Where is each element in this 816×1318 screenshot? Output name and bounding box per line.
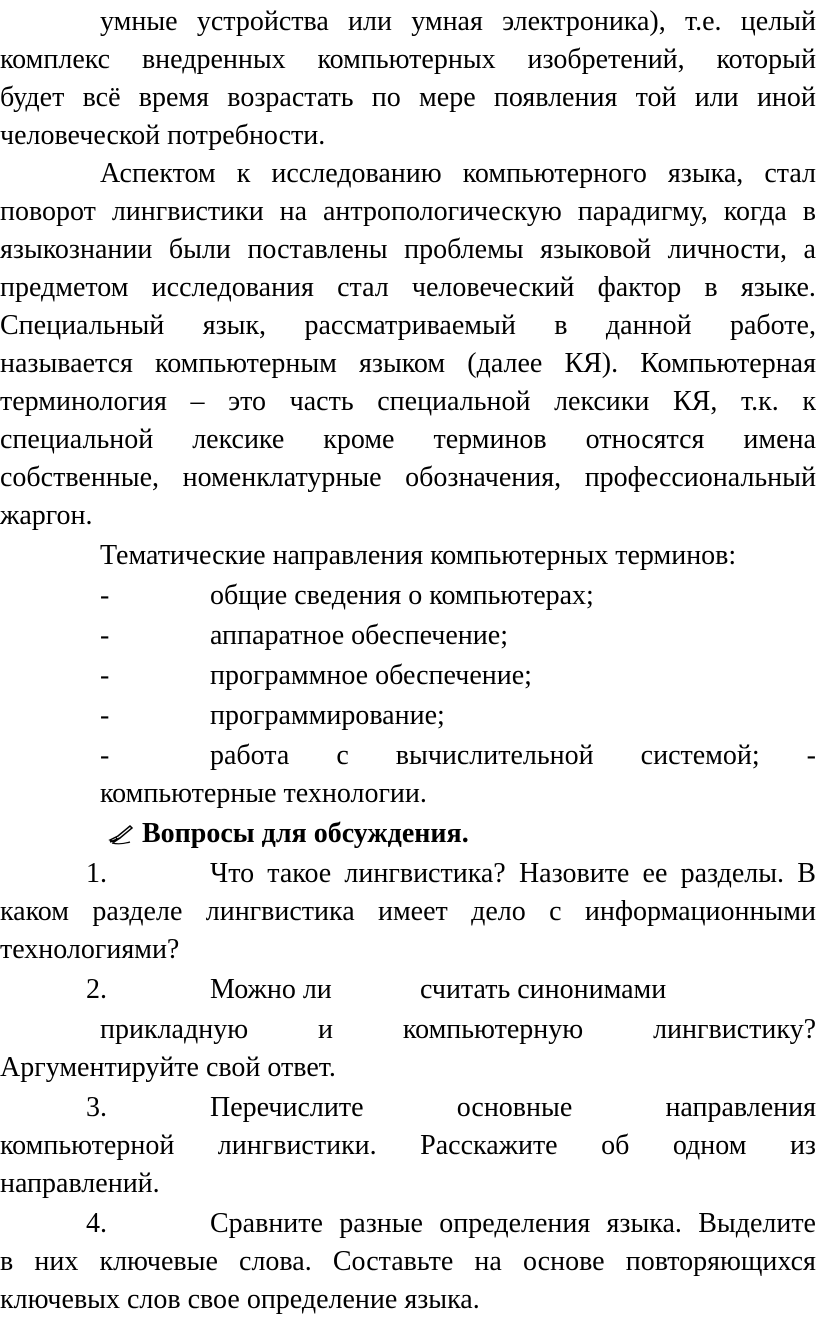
question-3-line1 xyxy=(0,1090,816,1126)
question-4-text xyxy=(210,1206,816,1242)
list-item xyxy=(0,658,816,694)
word: умные xyxy=(100,6,178,37)
word: специальной xyxy=(0,424,154,455)
word: – xyxy=(190,386,205,417)
word: комплекс xyxy=(0,44,111,75)
word: дело xyxy=(471,896,526,927)
word: Сравните xyxy=(210,1208,323,1239)
question-1-text xyxy=(210,856,816,892)
word: поставлены xyxy=(247,234,388,265)
word: или xyxy=(694,82,739,113)
word: были xyxy=(168,234,231,265)
question-number: 2. xyxy=(86,974,107,1005)
question-1-line1 xyxy=(0,856,816,892)
word: стал xyxy=(337,272,389,303)
word: исследованию xyxy=(271,158,442,189)
questions-heading-text: Вопросы для обсуждения. xyxy=(142,818,469,849)
word: время xyxy=(138,82,210,113)
word: разные xyxy=(339,1208,423,1239)
word: исследования xyxy=(151,272,314,303)
question-4-line1 xyxy=(0,1206,816,1242)
word: терминов xyxy=(433,424,547,455)
word: работе, xyxy=(730,310,816,341)
list-item-text: аппаратное обеспечение; xyxy=(210,620,508,651)
para2-line1 xyxy=(100,156,816,192)
word: называется xyxy=(0,348,133,379)
word: язык, xyxy=(202,310,267,341)
word: Аспектом xyxy=(100,158,216,189)
word: на xyxy=(279,196,308,227)
word: устройства xyxy=(196,6,329,37)
word: Составьте xyxy=(332,1246,454,1277)
word: антропологическую xyxy=(323,196,562,227)
para2-line9 xyxy=(0,460,816,496)
word: человеческий xyxy=(411,272,575,303)
writing-hand-icon xyxy=(108,820,134,846)
word: вычислительной xyxy=(395,740,594,771)
word: лексике xyxy=(192,424,285,455)
word: одном xyxy=(672,1130,747,1161)
word: или xyxy=(348,6,392,37)
word: фактор xyxy=(597,272,682,303)
word: рассматриваемый xyxy=(304,310,516,341)
word: прикладную xyxy=(100,1014,249,1045)
word: в xyxy=(0,1246,14,1277)
word: это xyxy=(228,386,267,417)
list-item-text: программирование; xyxy=(210,700,445,731)
word: т.к. xyxy=(740,386,779,417)
word: языка. xyxy=(606,1208,682,1239)
word: об xyxy=(601,1130,630,1161)
word: компьютерного xyxy=(462,158,647,189)
para1-line2 xyxy=(0,42,816,78)
word: т.е. xyxy=(684,6,722,37)
word: языком xyxy=(359,348,446,379)
para2-line7 xyxy=(0,384,816,420)
word: компьютерных xyxy=(317,44,496,75)
word: и xyxy=(318,1014,334,1045)
word: системой; xyxy=(640,740,760,771)
word: такое xyxy=(267,858,332,889)
question-3-text xyxy=(210,1090,816,1126)
word: поворот xyxy=(0,196,96,227)
word: иной xyxy=(756,82,816,113)
word: к xyxy=(802,386,816,417)
word: информационными xyxy=(584,896,816,927)
word: работа xyxy=(210,740,290,771)
word: компьютерной xyxy=(0,1130,175,1161)
list-item xyxy=(0,738,816,774)
question-4-line2 xyxy=(0,1244,816,1280)
question-2-text-a: Можно ли xyxy=(210,974,332,1005)
word: Специальный xyxy=(0,310,165,341)
word: в xyxy=(802,196,816,227)
question-3-line3: направлений. xyxy=(0,1168,160,1199)
para1-line3 xyxy=(0,80,816,116)
word: имена xyxy=(743,424,816,455)
word: специальной xyxy=(377,386,531,417)
word: компьютерную xyxy=(402,1014,584,1045)
para1-line1 xyxy=(100,4,816,40)
question-number: 3. xyxy=(86,1092,107,1123)
word: каком xyxy=(0,896,69,927)
list-item xyxy=(0,578,816,614)
list-item xyxy=(0,698,816,734)
word: с xyxy=(549,896,562,927)
word: компьютерным xyxy=(155,348,337,379)
word: Расскажите xyxy=(420,1130,558,1161)
word: той xyxy=(635,82,677,113)
word: относятся xyxy=(585,424,705,455)
word: Перечислите xyxy=(210,1092,364,1123)
word: разделе xyxy=(92,896,183,927)
word: мере xyxy=(419,82,476,113)
word: когда xyxy=(723,196,787,227)
word: из xyxy=(789,1130,816,1161)
para1-line4: человеческой потребности. xyxy=(0,120,326,151)
word: данной xyxy=(605,310,692,341)
word: всё xyxy=(82,82,121,113)
word: Компьютерная xyxy=(640,348,816,379)
word: в xyxy=(554,310,568,341)
word: появления xyxy=(493,82,618,113)
word: кроме xyxy=(323,424,395,455)
word: определения xyxy=(439,1208,591,1239)
word: лексики xyxy=(554,386,650,417)
list-dash: - xyxy=(100,620,110,651)
word: который xyxy=(716,44,816,75)
list-dash: - xyxy=(100,660,110,691)
word: с xyxy=(336,740,349,771)
word: личности, xyxy=(667,234,787,265)
question-number: 1. xyxy=(86,858,107,889)
word: ключевые xyxy=(99,1246,218,1277)
word: а xyxy=(803,234,816,265)
word: лингвистика? xyxy=(344,858,506,889)
para2-line3 xyxy=(0,232,816,268)
word: профессиональный xyxy=(584,462,816,493)
question-3-line2 xyxy=(0,1128,816,1164)
question-number: 4. xyxy=(86,1208,107,1239)
para2-line4 xyxy=(0,270,816,306)
question-2-line1 xyxy=(0,972,816,1008)
word: направления xyxy=(665,1092,816,1123)
para2-line10: жаргон. xyxy=(0,500,93,531)
word: КЯ, xyxy=(673,386,718,417)
list-item-continuation: компьютерные технологии. xyxy=(100,778,427,809)
question-2-line3: Аргументируйте свой ответ. xyxy=(0,1052,336,1083)
list-dash: - xyxy=(100,580,110,611)
question-4-line3: ключевых слов свое определение языка. xyxy=(0,1284,480,1315)
word: лингвистики xyxy=(111,196,264,227)
word: В xyxy=(797,858,816,889)
word: часть xyxy=(289,386,354,417)
word: целый xyxy=(740,6,816,37)
word: электроника), xyxy=(502,6,666,37)
word: в xyxy=(704,272,718,303)
word: стал xyxy=(764,158,816,189)
word: имеет xyxy=(377,896,448,927)
questions-heading xyxy=(108,816,816,852)
word: языкознании xyxy=(0,234,153,265)
word: КЯ). xyxy=(564,348,619,379)
para2-line2 xyxy=(0,194,816,230)
list-dash: - xyxy=(100,740,110,771)
word: основе xyxy=(522,1246,605,1277)
word: ее xyxy=(642,858,668,889)
list-item-text: программное обеспечение; xyxy=(210,660,532,691)
word: на xyxy=(474,1246,502,1277)
word: будет xyxy=(0,82,65,113)
word: Что xyxy=(210,858,255,889)
word: Назовите xyxy=(518,858,630,889)
word: Выделите xyxy=(698,1208,816,1239)
word: собственные, xyxy=(0,462,160,493)
word: разделы. xyxy=(680,858,785,889)
question-2-text-b: считать синонимами xyxy=(420,974,667,1005)
word: - xyxy=(806,740,816,771)
word: проблемы xyxy=(404,234,524,265)
question-2-line2 xyxy=(100,1012,816,1048)
word: умная xyxy=(411,6,483,37)
word: языка, xyxy=(667,158,744,189)
word: слова. xyxy=(239,1246,312,1277)
word: лингвистики. xyxy=(217,1130,377,1161)
word: лингвистику? xyxy=(653,1014,816,1045)
word: обозначения, xyxy=(405,462,562,493)
para2-line8 xyxy=(0,422,816,458)
word: изобретений, xyxy=(527,44,685,75)
question-1-line2 xyxy=(0,894,816,930)
topics-heading: Тематические направления компьютерных терминов: xyxy=(100,540,737,571)
word: по xyxy=(371,82,401,113)
word: возрастать xyxy=(227,82,354,113)
word: терминология xyxy=(0,386,167,417)
list-item xyxy=(0,618,816,654)
question-1-line3: технологиями? xyxy=(0,934,180,965)
word: номенклатурные xyxy=(182,462,382,493)
word: к xyxy=(236,158,251,189)
word: языке. xyxy=(740,272,816,303)
word: предметом xyxy=(0,272,129,303)
para2-line6 xyxy=(0,346,816,382)
word: (далее xyxy=(467,348,543,379)
word: внедренных xyxy=(141,44,286,75)
word: повторяющихся xyxy=(625,1246,816,1277)
word: основные xyxy=(456,1092,573,1123)
word: языковой xyxy=(540,234,652,265)
list-item-text: общие сведения о компьютерах; xyxy=(210,580,594,611)
para2-line5 xyxy=(0,308,816,344)
list-item-text xyxy=(210,738,816,774)
word: них xyxy=(34,1246,79,1277)
word: лингвистика xyxy=(205,896,355,927)
word: парадигму, xyxy=(577,196,708,227)
list-dash: - xyxy=(100,700,110,731)
